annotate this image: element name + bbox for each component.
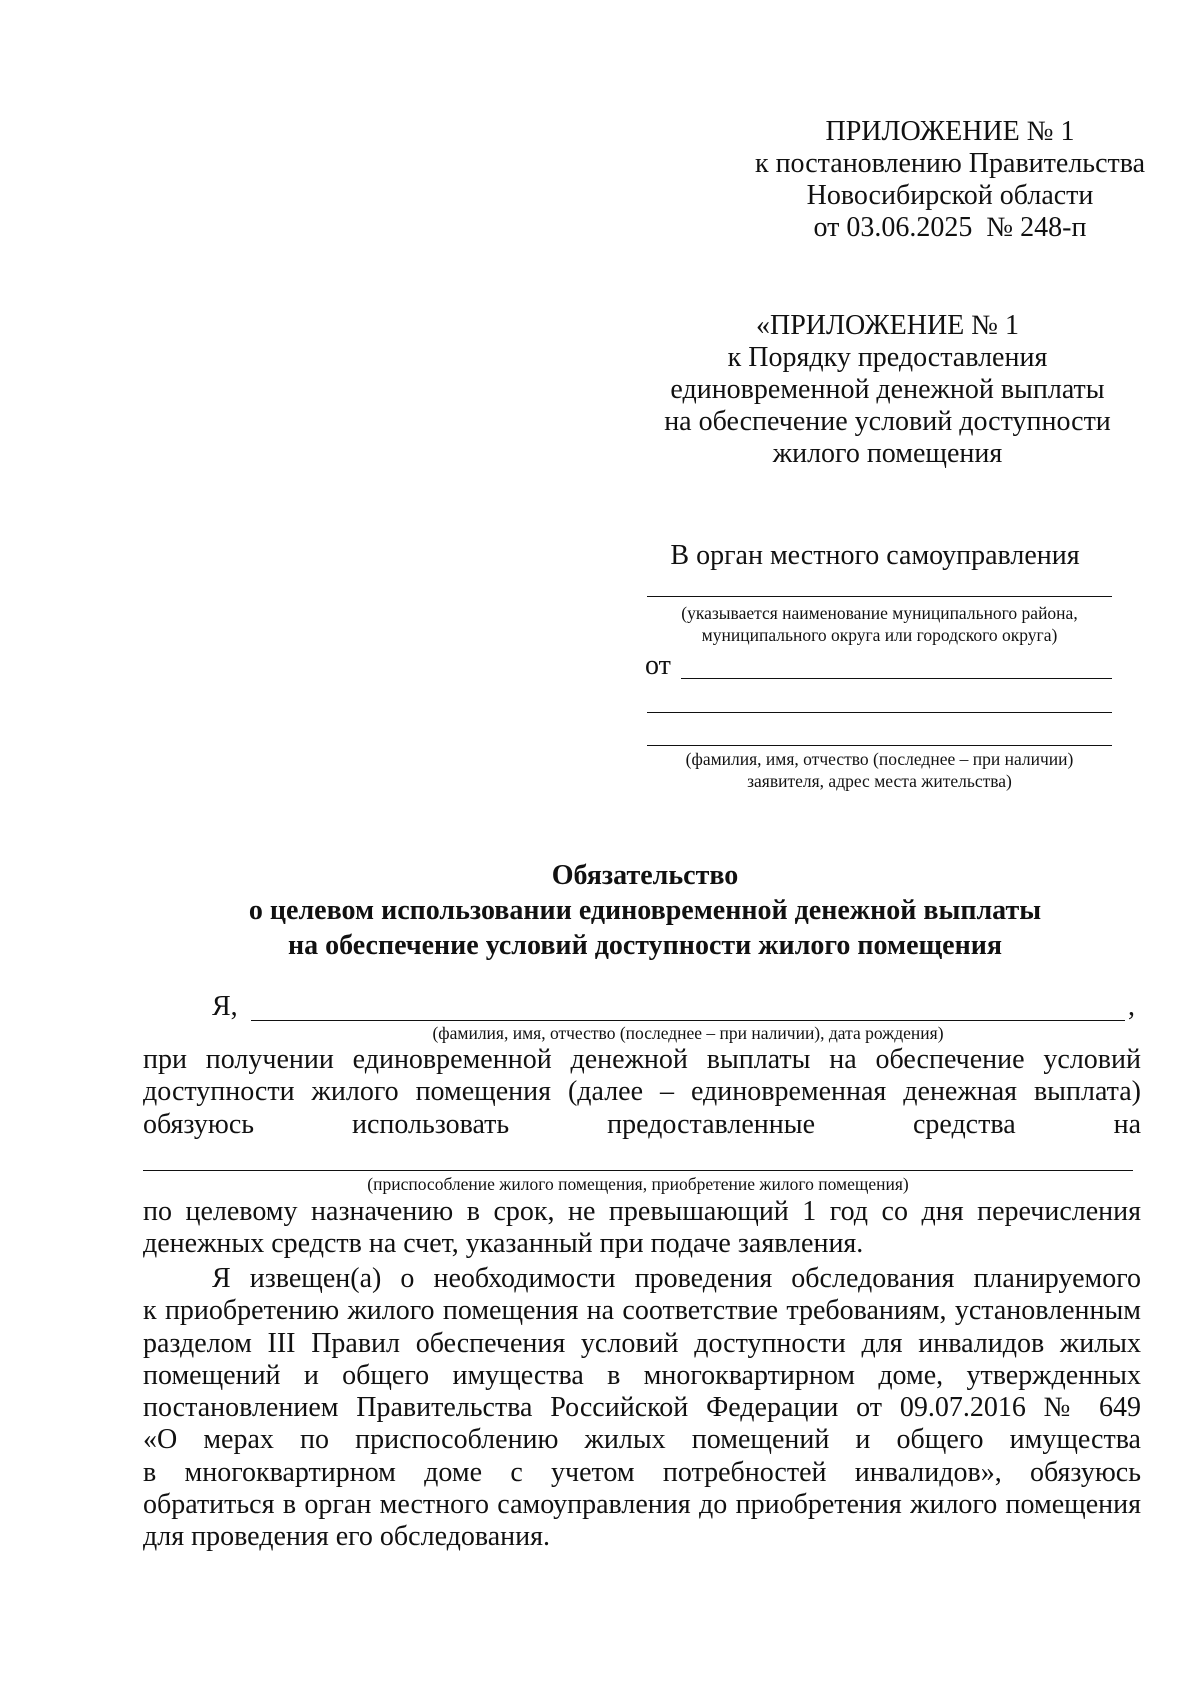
- procedure-attachment-header: [615, 310, 1160, 470]
- title-line-1: Обязательство: [551, 860, 739, 891]
- p3-line-5: постановлением Правительства Российской Федерации от 09.07.2016 № 649: [143, 1392, 1141, 1424]
- procedure-header-line-1: «ПРИЛОЖЕНИЕ № 1: [756, 310, 1019, 341]
- attachment-header-line-2: к постановлению Правительства: [754, 148, 1146, 179]
- organ-name-line: [647, 596, 1112, 597]
- attachment-header-line-1: ПРИЛОЖЕНИЕ № 1: [825, 116, 1075, 147]
- paragraph-3: [143, 1263, 1141, 1554]
- name-comma: ,: [1128, 991, 1135, 1022]
- organ-hint-line-2: муниципального округа или городского округа): [701, 625, 1058, 645]
- p1-word-1: обязуюсь: [143, 1108, 255, 1140]
- p1-line-1: при получении единовременной денежной выплаты на обеспечение условий: [143, 1044, 1141, 1075]
- attachment-header-line-4: от 03.06.2025 № 248-п: [813, 212, 1087, 243]
- i-label: Я,: [212, 991, 238, 1022]
- organ-hint-line-1: (указывается наименование муниципального района,: [681, 603, 1078, 623]
- applicant-line-3: [647, 745, 1112, 746]
- p3-line-7: в многоквартирном доме с учетом потребностей инвалидов», обязуюсь: [143, 1456, 1141, 1488]
- applicant-name-line: [251, 1020, 1125, 1021]
- procedure-header-line-5: жилого помещения: [772, 438, 1003, 469]
- organ-label: [640, 540, 1110, 572]
- p1-word-5: на: [1113, 1108, 1141, 1140]
- p3-line-2: к приобретению жилого помещения на соответствие требованиям, установленным: [143, 1295, 1141, 1327]
- p3-line-8: обратиться в орган местного самоуправления до приобретения жилого помещения: [143, 1489, 1141, 1521]
- procedure-header-line-3: единовременной денежной выплаты: [670, 374, 1105, 405]
- p1-word-4: средства: [912, 1108, 1016, 1140]
- title-line-3: на обеспечение условий доступности жилого помещения: [288, 930, 1002, 961]
- organ-label-text: В орган местного самоуправления: [670, 540, 1080, 571]
- p3-line-6: «О мерах по приспособлению жилых помещений и общего имущества: [143, 1424, 1141, 1456]
- applicant-hint: [647, 748, 1112, 792]
- name-hint: (фамилия, имя, отчество (последнее – при наличии), дата рождения): [432, 1023, 944, 1043]
- purpose-hint: (приспособление жилого помещения, приобретение жилого помещения): [367, 1174, 909, 1194]
- p2-line-1: по целевому назначению в срок, не превышающий 1 год со дня перечисления: [143, 1196, 1141, 1227]
- p1-line-2: доступности жилого помещения (далее – единовременная денежная выплата): [143, 1076, 1141, 1108]
- procedure-header-line-4: на обеспечение условий доступности: [664, 406, 1111, 437]
- applicant-line-2: [647, 712, 1112, 713]
- attachment-header-line-3: Новосибирской области: [806, 180, 1094, 211]
- procedure-header-line-2: к Порядку предоставления: [727, 342, 1048, 373]
- from-label: от: [645, 650, 671, 681]
- title-line-2: о целевом использовании единовременной денежной выплаты: [248, 895, 1042, 926]
- purpose-line: [143, 1170, 1133, 1171]
- p3-line-9: для проведения его обследования.: [143, 1521, 551, 1553]
- p3-line-4: помещений и общего имущества в многоквартирном доме, утвержденных: [143, 1359, 1141, 1391]
- p2-line-2: денежных средств на счет, указанный при подаче заявления.: [143, 1228, 864, 1260]
- p1-word-3: предоставленные: [607, 1108, 816, 1140]
- paragraph-2: [143, 1196, 1141, 1261]
- document-title: [145, 858, 1145, 963]
- applicant-hint-line-1: (фамилия, имя, отчество (последнее – при наличии): [685, 749, 1074, 769]
- p3-line-1: Я извещен(а) о необходимости проведения обследования планируемого: [212, 1263, 1141, 1294]
- organ-hint: [647, 602, 1112, 646]
- applicant-hint-line-2: заявителя, адрес места жительства): [747, 771, 1012, 791]
- p1-word-2: использовать: [351, 1108, 510, 1140]
- p3-line-3: разделом III Правил обеспечения условий доступности для инвалидов жилых: [143, 1327, 1141, 1359]
- applicant-line-1: [681, 678, 1112, 679]
- attachment-header: [700, 116, 1200, 244]
- paragraph-1: [143, 1044, 1141, 1141]
- p1-line-3: [143, 1109, 1141, 1141]
